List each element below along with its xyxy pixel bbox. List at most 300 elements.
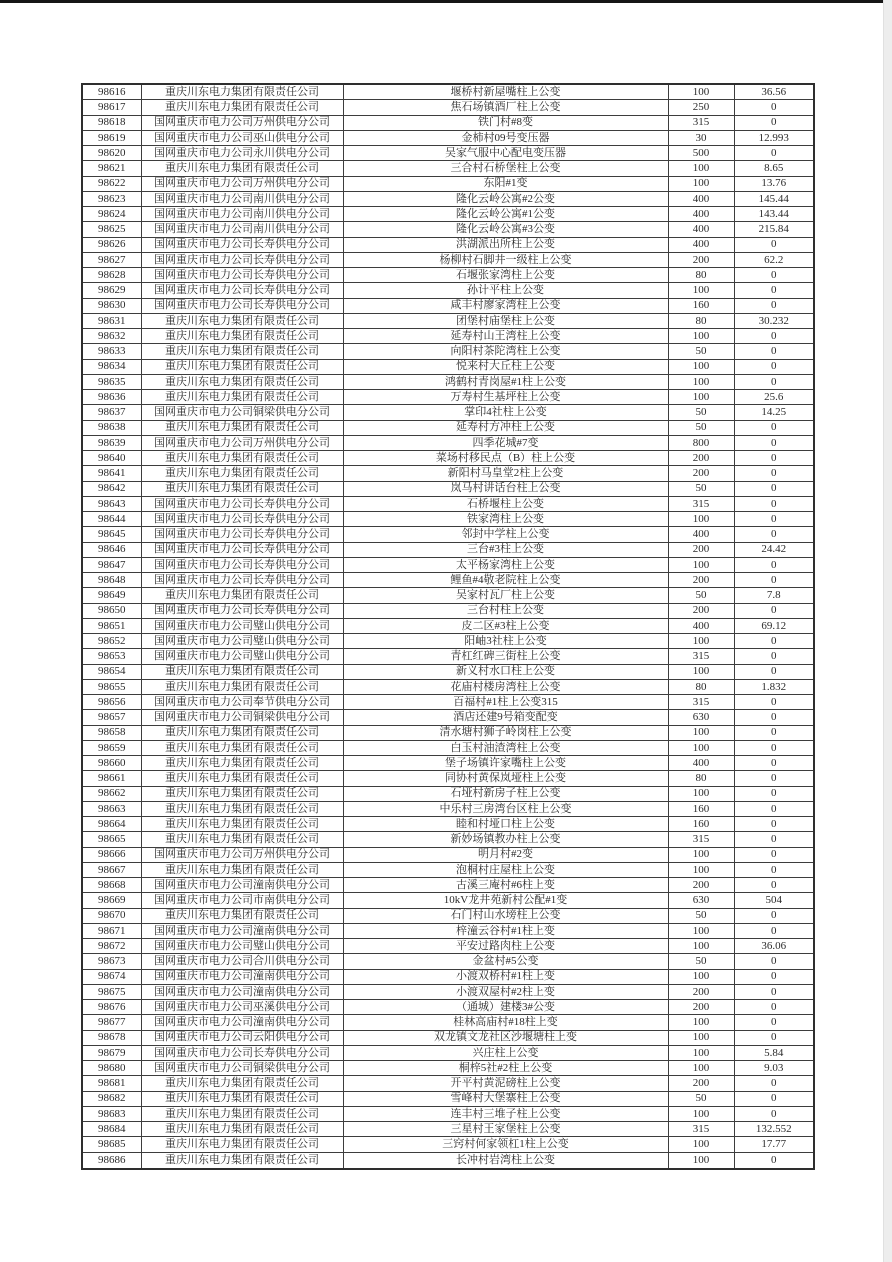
cell-capacity: 200 <box>668 573 734 588</box>
table-row <box>82 969 814 984</box>
cell-station-name: 堡子场镇许家嘴柱上公变 <box>343 756 668 771</box>
cell-value: 62.2 <box>734 252 814 267</box>
cell-company: 国网重庆市电力公司长寿供电分公司 <box>141 496 343 511</box>
cell-id: 98675 <box>82 984 141 999</box>
cell-station-name: 隆化云岭公寓#3公变 <box>343 222 668 237</box>
cell-station-name: 延寿村方冲柱上公变 <box>343 420 668 435</box>
cell-value: 0 <box>734 527 814 542</box>
cell-value: 0 <box>734 1091 814 1106</box>
cell-value: 0 <box>734 496 814 511</box>
cell-value: 0 <box>734 115 814 130</box>
cell-company: 重庆川东电力集团有限责任公司 <box>141 359 343 374</box>
cell-station-name: 东阳#1变 <box>343 176 668 191</box>
cell-id: 98670 <box>82 908 141 923</box>
cell-value: 0 <box>734 969 814 984</box>
cell-station-name: 三合村石桥堡柱上公变 <box>343 161 668 176</box>
cell-value: 0 <box>734 771 814 786</box>
cell-station-name: 连丰村三堆子柱上公变 <box>343 1106 668 1121</box>
cell-company: 重庆川东电力集团有限责任公司 <box>141 481 343 496</box>
table-row <box>82 542 814 557</box>
cell-capacity: 100 <box>668 786 734 801</box>
cell-capacity: 400 <box>668 207 734 222</box>
cell-value: 8.65 <box>734 161 814 176</box>
cell-value: 0 <box>734 1015 814 1030</box>
cell-capacity: 200 <box>668 1076 734 1091</box>
table-row <box>82 893 814 908</box>
cell-capacity: 200 <box>668 466 734 481</box>
cell-station-name: 同协村黄保岚垭柱上公变 <box>343 771 668 786</box>
cell-value: 145.44 <box>734 191 814 206</box>
table-row <box>82 557 814 572</box>
cell-station-name: 中乐村三房湾台区柱上公变 <box>343 801 668 816</box>
cell-capacity: 80 <box>668 771 734 786</box>
cell-station-name: 明月村#2变 <box>343 847 668 862</box>
cell-value: 0 <box>734 817 814 832</box>
cell-value: 0 <box>734 359 814 374</box>
cell-id: 98619 <box>82 130 141 145</box>
cell-id: 98631 <box>82 313 141 328</box>
cell-capacity: 200 <box>668 252 734 267</box>
cell-id: 98623 <box>82 191 141 206</box>
transformer-table <box>81 83 815 1170</box>
cell-station-name: 石垭村新房子柱上公变 <box>343 786 668 801</box>
table-row <box>82 923 814 938</box>
cell-id: 98658 <box>82 725 141 740</box>
cell-id: 98682 <box>82 1091 141 1106</box>
cell-station-name: 邻封中学柱上公变 <box>343 527 668 542</box>
cell-capacity: 100 <box>668 329 734 344</box>
cell-company: 国网重庆市电力公司潼南供电分公司 <box>141 923 343 938</box>
table-row <box>82 847 814 862</box>
cell-id: 98634 <box>82 359 141 374</box>
cell-company: 国网重庆市电力公司长寿供电分公司 <box>141 542 343 557</box>
table-row <box>82 725 814 740</box>
cell-id: 98651 <box>82 618 141 633</box>
cell-station-name: 清水塘村狮子岭岗柱上公变 <box>343 725 668 740</box>
cell-id: 98641 <box>82 466 141 481</box>
cell-company: 重庆川东电力集团有限责任公司 <box>141 771 343 786</box>
cell-value: 215.84 <box>734 222 814 237</box>
cell-capacity: 800 <box>668 435 734 450</box>
cell-company: 国网重庆市电力公司长寿供电分公司 <box>141 603 343 618</box>
cell-capacity: 100 <box>668 557 734 572</box>
cell-station-name: 三星村王家堡柱上公变 <box>343 1122 668 1137</box>
cell-value: 0 <box>734 1030 814 1045</box>
cell-value: 0 <box>734 786 814 801</box>
table-row <box>82 146 814 161</box>
table-row <box>82 649 814 664</box>
cell-company: 重庆川东电力集团有限责任公司 <box>141 329 343 344</box>
cell-station-name: （通城）建楼3#公变 <box>343 1000 668 1015</box>
cell-id: 98665 <box>82 832 141 847</box>
cell-id: 98683 <box>82 1106 141 1121</box>
cell-capacity: 400 <box>668 191 734 206</box>
table-row <box>82 268 814 283</box>
cell-company: 国网重庆市电力公司长寿供电分公司 <box>141 298 343 313</box>
table-row <box>82 1045 814 1060</box>
cell-capacity: 50 <box>668 954 734 969</box>
cell-id: 98659 <box>82 740 141 755</box>
cell-station-name: 杨柳村石脚井一级柱上公变 <box>343 252 668 267</box>
cell-capacity: 100 <box>668 939 734 954</box>
cell-id: 98640 <box>82 451 141 466</box>
cell-station-name: 掌印4社柱上公变 <box>343 405 668 420</box>
table-row <box>82 191 814 206</box>
cell-value: 0 <box>734 1152 814 1169</box>
cell-id: 98630 <box>82 298 141 313</box>
cell-value: 0 <box>734 512 814 527</box>
cell-capacity: 50 <box>668 420 734 435</box>
cell-capacity: 200 <box>668 1000 734 1015</box>
cell-company: 重庆川东电力集团有限责任公司 <box>141 862 343 877</box>
cell-value: 17.77 <box>734 1137 814 1152</box>
table-row <box>82 771 814 786</box>
cell-value: 0 <box>734 344 814 359</box>
cell-station-name: 睦和村垭口柱上公变 <box>343 817 668 832</box>
cell-id: 98648 <box>82 573 141 588</box>
table-row <box>82 603 814 618</box>
cell-id: 98632 <box>82 329 141 344</box>
cell-station-name: 新义村水口柱上公变 <box>343 664 668 679</box>
cell-value: 0 <box>734 984 814 999</box>
cell-value: 0 <box>734 695 814 710</box>
cell-id: 98656 <box>82 695 141 710</box>
cell-company: 国网重庆市电力公司长寿供电分公司 <box>141 1045 343 1060</box>
cell-company: 国网重庆市电力公司合川供电分公司 <box>141 954 343 969</box>
cell-company: 重庆川东电力集团有限责任公司 <box>141 374 343 389</box>
cell-capacity: 100 <box>668 161 734 176</box>
table-row <box>82 801 814 816</box>
cell-company: 国网重庆市电力公司璧山供电分公司 <box>141 634 343 649</box>
cell-value: 0 <box>734 268 814 283</box>
cell-value: 0 <box>734 283 814 298</box>
cell-company: 重庆川东电力集团有限责任公司 <box>141 832 343 847</box>
cell-station-name: 铁家湾柱上公变 <box>343 512 668 527</box>
cell-capacity: 80 <box>668 679 734 694</box>
cell-station-name: 悦来村大丘柱上公变 <box>343 359 668 374</box>
cell-value: 0 <box>734 710 814 725</box>
cell-company: 国网重庆市电力公司永川供电分公司 <box>141 146 343 161</box>
cell-capacity: 100 <box>668 512 734 527</box>
cell-station-name: 团堡村庙堡柱上公变 <box>343 313 668 328</box>
table-row <box>82 435 814 450</box>
cell-id: 98626 <box>82 237 141 252</box>
cell-station-name: 三窍村何家领杠1柱上公变 <box>343 1137 668 1152</box>
cell-value: 0 <box>734 557 814 572</box>
cell-id: 98643 <box>82 496 141 511</box>
cell-capacity: 315 <box>668 496 734 511</box>
cell-company: 国网重庆市电力公司潼南供电分公司 <box>141 969 343 984</box>
cell-value: 0 <box>734 1076 814 1091</box>
table-row <box>82 496 814 511</box>
cell-company: 国网重庆市电力公司万州供电分公司 <box>141 115 343 130</box>
cell-company: 重庆川东电力集团有限责任公司 <box>141 1152 343 1169</box>
cell-value: 0 <box>734 100 814 115</box>
cell-capacity: 100 <box>668 176 734 191</box>
cell-id: 98624 <box>82 207 141 222</box>
table-row <box>82 618 814 633</box>
cell-id: 98635 <box>82 374 141 389</box>
cell-station-name: 新妙场镇教办柱上公变 <box>343 832 668 847</box>
cell-station-name: 石堰张家湾柱上公变 <box>343 268 668 283</box>
cell-station-name: 10kV龙井苑新村公配#1变 <box>343 893 668 908</box>
cell-id: 98637 <box>82 405 141 420</box>
cell-capacity: 315 <box>668 115 734 130</box>
cell-value: 69.12 <box>734 618 814 633</box>
cell-id: 98633 <box>82 344 141 359</box>
cell-station-name: 四季花城#7变 <box>343 435 668 450</box>
cell-value: 0 <box>734 756 814 771</box>
cell-value: 9.03 <box>734 1061 814 1076</box>
table-row <box>82 664 814 679</box>
cell-station-name: 兴庄柱上公变 <box>343 1045 668 1060</box>
cell-id: 98649 <box>82 588 141 603</box>
table-row <box>82 1061 814 1076</box>
cell-id: 98680 <box>82 1061 141 1076</box>
cell-company: 国网重庆市电力公司万州供电分公司 <box>141 847 343 862</box>
table-row <box>82 451 814 466</box>
table-row <box>82 710 814 725</box>
cell-company: 重庆川东电力集团有限责任公司 <box>141 588 343 603</box>
cell-company: 重庆川东电力集团有限责任公司 <box>141 908 343 923</box>
cell-company: 重庆川东电力集团有限责任公司 <box>141 1076 343 1091</box>
table-row <box>82 588 814 603</box>
cell-id: 98661 <box>82 771 141 786</box>
cell-value: 0 <box>734 649 814 664</box>
cell-capacity: 200 <box>668 542 734 557</box>
cell-id: 98674 <box>82 969 141 984</box>
table-row <box>82 573 814 588</box>
table-row <box>82 1091 814 1106</box>
cell-capacity: 315 <box>668 832 734 847</box>
cell-capacity: 50 <box>668 588 734 603</box>
cell-station-name: 三台#3柱上公变 <box>343 542 668 557</box>
cell-capacity: 100 <box>668 969 734 984</box>
cell-value: 0 <box>734 664 814 679</box>
cell-value: 0 <box>734 1106 814 1121</box>
table-row <box>82 756 814 771</box>
cell-id: 98645 <box>82 527 141 542</box>
cell-value: 0 <box>734 878 814 893</box>
cell-company: 重庆川东电力集团有限责任公司 <box>141 679 343 694</box>
cell-station-name: 鲤鱼#4敬老院柱上公变 <box>343 573 668 588</box>
cell-capacity: 80 <box>668 313 734 328</box>
cell-value: 0 <box>734 923 814 938</box>
cell-station-name: 焦石场镇酒厂柱上公变 <box>343 100 668 115</box>
cell-capacity: 200 <box>668 878 734 893</box>
cell-id: 98685 <box>82 1137 141 1152</box>
cell-id: 98669 <box>82 893 141 908</box>
cell-company: 国网重庆市电力公司长寿供电分公司 <box>141 512 343 527</box>
table-row <box>82 634 814 649</box>
cell-station-name: 金柿村09号变压器 <box>343 130 668 145</box>
cell-value: 0 <box>734 603 814 618</box>
cell-value: 0 <box>734 481 814 496</box>
cell-id: 98664 <box>82 817 141 832</box>
cell-capacity: 100 <box>668 1137 734 1152</box>
cell-capacity: 315 <box>668 1122 734 1137</box>
cell-value: 25.6 <box>734 390 814 405</box>
table-row <box>82 84 814 100</box>
cell-value: 14.25 <box>734 405 814 420</box>
cell-value: 1.832 <box>734 679 814 694</box>
cell-company: 重庆川东电力集团有限责任公司 <box>141 1106 343 1121</box>
table-row <box>82 161 814 176</box>
cell-value: 0 <box>734 146 814 161</box>
cell-station-name: 隆化云岭公寓#1公变 <box>343 207 668 222</box>
cell-company: 国网重庆市电力公司璧山供电分公司 <box>141 649 343 664</box>
cell-station-name: 隆化云岭公寓#2公变 <box>343 191 668 206</box>
cell-value: 0 <box>734 954 814 969</box>
table-row <box>82 252 814 267</box>
table-row <box>82 1106 814 1121</box>
cell-id: 98625 <box>82 222 141 237</box>
cell-value: 504 <box>734 893 814 908</box>
cell-value: 0 <box>734 374 814 389</box>
cell-company: 国网重庆市电力公司长寿供电分公司 <box>141 573 343 588</box>
cell-id: 98646 <box>82 542 141 557</box>
cell-id: 98672 <box>82 939 141 954</box>
cell-station-name: 花庙村楼房湾柱上公变 <box>343 679 668 694</box>
cell-capacity: 100 <box>668 923 734 938</box>
table-row <box>82 939 814 954</box>
scan-artifact-right-strip <box>883 0 892 1262</box>
cell-company: 重庆川东电力集团有限责任公司 <box>141 451 343 466</box>
scan-artifact-top-line <box>0 0 883 3</box>
cell-capacity: 50 <box>668 344 734 359</box>
cell-station-name: 太平杨家湾柱上公变 <box>343 557 668 572</box>
cell-station-name: 三台村柱上公变 <box>343 603 668 618</box>
cell-capacity: 30 <box>668 130 734 145</box>
cell-company: 国网重庆市电力公司潼南供电分公司 <box>141 984 343 999</box>
cell-company: 重庆川东电力集团有限责任公司 <box>141 664 343 679</box>
table-row <box>82 390 814 405</box>
cell-capacity: 100 <box>668 1015 734 1030</box>
cell-company: 重庆川东电力集团有限责任公司 <box>141 84 343 100</box>
cell-station-name: 桂林高庙村#18柱上变 <box>343 1015 668 1030</box>
cell-station-name: 小渡双屋村#2柱上变 <box>343 984 668 999</box>
cell-capacity: 100 <box>668 359 734 374</box>
cell-value: 0 <box>734 740 814 755</box>
cell-value: 0 <box>734 801 814 816</box>
cell-capacity: 100 <box>668 390 734 405</box>
cell-station-name: 鸿鹤村青岗屋#1柱上公变 <box>343 374 668 389</box>
cell-company: 重庆川东电力集团有限责任公司 <box>141 390 343 405</box>
cell-company: 国网重庆市电力公司铜梁供电分公司 <box>141 710 343 725</box>
cell-capacity: 100 <box>668 725 734 740</box>
cell-id: 98654 <box>82 664 141 679</box>
cell-station-name: 开平村黄泥磅柱上公变 <box>343 1076 668 1091</box>
cell-id: 98644 <box>82 512 141 527</box>
cell-company: 国网重庆市电力公司长寿供电分公司 <box>141 557 343 572</box>
table-row <box>82 1152 814 1169</box>
cell-capacity: 100 <box>668 374 734 389</box>
cell-capacity: 315 <box>668 649 734 664</box>
cell-id: 98647 <box>82 557 141 572</box>
cell-station-name: 皮二区#3柱上公变 <box>343 618 668 633</box>
cell-station-name: 菜场村移民点（B）柱上公变 <box>343 451 668 466</box>
cell-capacity: 400 <box>668 237 734 252</box>
table-row <box>82 786 814 801</box>
table-row <box>82 908 814 923</box>
cell-station-name: 小渡双桥村#1柱上变 <box>343 969 668 984</box>
cell-value: 0 <box>734 466 814 481</box>
cell-capacity: 100 <box>668 1045 734 1060</box>
table-body <box>82 84 814 1169</box>
table-row <box>82 222 814 237</box>
cell-company: 重庆川东电力集团有限责任公司 <box>141 100 343 115</box>
cell-capacity: 50 <box>668 481 734 496</box>
cell-station-name: 新阳村马皇堂2柱上公变 <box>343 466 668 481</box>
cell-company: 国网重庆市电力公司巫溪供电分公司 <box>141 1000 343 1015</box>
cell-station-name: 双龙镇文龙社区沙堰塘柱上变 <box>343 1030 668 1045</box>
cell-station-name: 铁门村#8变 <box>343 115 668 130</box>
cell-company: 重庆川东电力集团有限责任公司 <box>141 756 343 771</box>
cell-id: 98655 <box>82 679 141 694</box>
table-row <box>82 176 814 191</box>
table-row <box>82 237 814 252</box>
cell-id: 98666 <box>82 847 141 862</box>
cell-company: 重庆川东电力集团有限责任公司 <box>141 1122 343 1137</box>
cell-value: 0 <box>734 329 814 344</box>
cell-value: 0 <box>734 451 814 466</box>
cell-id: 98639 <box>82 435 141 450</box>
cell-capacity: 400 <box>668 222 734 237</box>
table-row <box>82 298 814 313</box>
cell-capacity: 100 <box>668 664 734 679</box>
cell-value: 13.76 <box>734 176 814 191</box>
cell-value: 0 <box>734 908 814 923</box>
cell-id: 98617 <box>82 100 141 115</box>
cell-station-name: 万寿村生基坪柱上公变 <box>343 390 668 405</box>
cell-value: 12.993 <box>734 130 814 145</box>
table-row <box>82 679 814 694</box>
cell-company: 国网重庆市电力公司长寿供电分公司 <box>141 252 343 267</box>
table-row <box>82 420 814 435</box>
cell-company: 国网重庆市电力公司铜梁供电分公司 <box>141 405 343 420</box>
table-row <box>82 313 814 328</box>
cell-id: 98622 <box>82 176 141 191</box>
table-row <box>82 466 814 481</box>
cell-value: 0 <box>734 1000 814 1015</box>
cell-value: 0 <box>734 862 814 877</box>
cell-station-name: 平安过路肉柱上公变 <box>343 939 668 954</box>
table-row <box>82 1076 814 1091</box>
cell-value: 0 <box>734 420 814 435</box>
cell-capacity: 630 <box>668 710 734 725</box>
cell-value: 143.44 <box>734 207 814 222</box>
cell-value: 0 <box>734 573 814 588</box>
cell-company: 重庆川东电力集团有限责任公司 <box>141 420 343 435</box>
table-row <box>82 374 814 389</box>
cell-station-name: 向阳村茶陀湾柱上公变 <box>343 344 668 359</box>
table-row <box>82 954 814 969</box>
cell-capacity: 100 <box>668 740 734 755</box>
cell-company: 重庆川东电力集团有限责任公司 <box>141 725 343 740</box>
cell-capacity: 160 <box>668 298 734 313</box>
table-row <box>82 862 814 877</box>
table-row <box>82 512 814 527</box>
cell-capacity: 200 <box>668 603 734 618</box>
cell-company: 国网重庆市电力公司南川供电分公司 <box>141 191 343 206</box>
cell-company: 国网重庆市电力公司市南供电分公司 <box>141 893 343 908</box>
table-row <box>82 527 814 542</box>
cell-id: 98662 <box>82 786 141 801</box>
cell-id: 98681 <box>82 1076 141 1091</box>
table-row <box>82 1122 814 1137</box>
cell-value: 5.84 <box>734 1045 814 1060</box>
cell-capacity: 630 <box>668 893 734 908</box>
